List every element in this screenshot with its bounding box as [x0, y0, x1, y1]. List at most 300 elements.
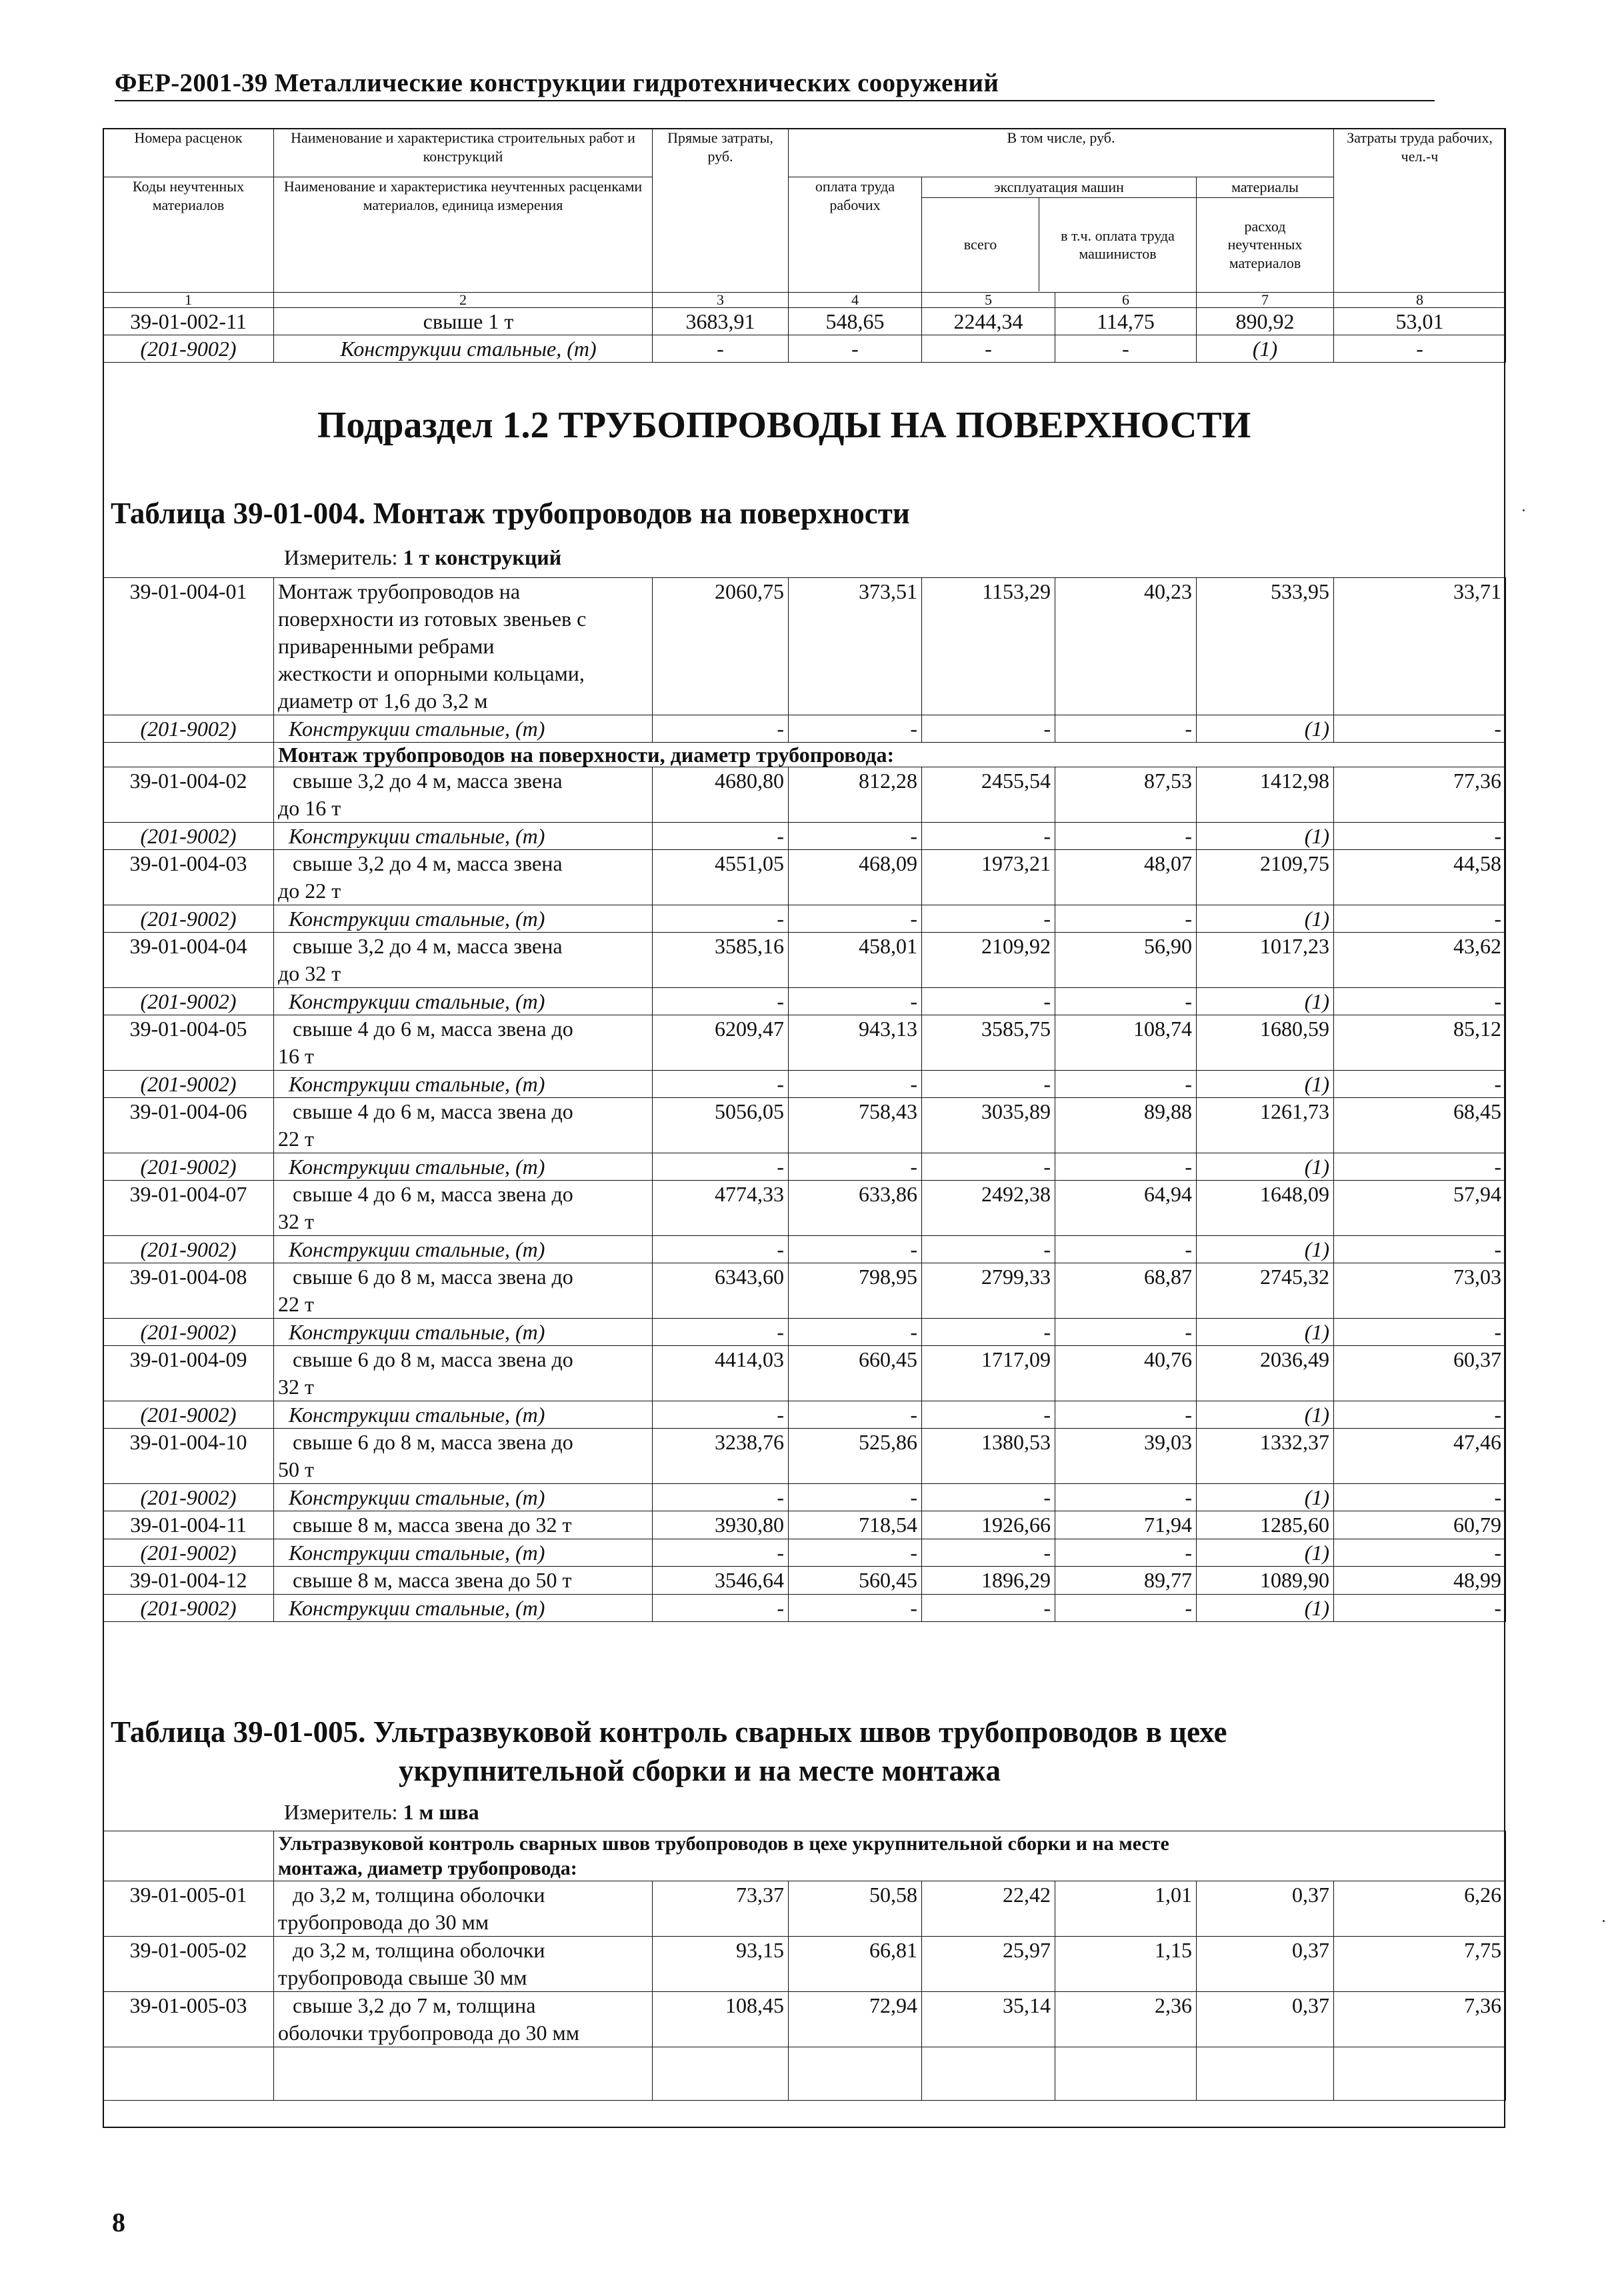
header-machines-block	[922, 177, 1197, 293]
value-cell: 548,65	[789, 308, 922, 335]
value-cell: 73,03	[1334, 1263, 1506, 1319]
value-cell: 72,94	[789, 1992, 922, 2047]
value-cell: 1680,59	[1197, 1015, 1334, 1071]
header-name-top: Наименование и характеристика строительных работ и конструкций	[274, 129, 653, 177]
rate-name-line: оболочки трубопровода до 30 мм	[278, 2021, 579, 2045]
value-cell: 44,58	[1334, 850, 1506, 905]
value-cell: 6,26	[1334, 1881, 1506, 1937]
material-name: Конструкции стальные, (т)	[274, 1153, 653, 1181]
material-code: (201-9002)	[103, 1401, 274, 1429]
value-cell: 2244,34	[922, 308, 1055, 335]
rate-name: свыше 1 т	[274, 308, 653, 335]
rate-code: 39-01-004-09	[103, 1346, 274, 1401]
header-group-rub: В том числе, руб.	[789, 129, 1334, 177]
material-code: (201-9002)	[103, 1236, 274, 1263]
value-cell: -	[789, 1236, 922, 1263]
rate-name-line: свыше 6 до 8 м, масса звена до	[293, 1430, 573, 1454]
value-cell: -	[922, 823, 1055, 850]
value-cell: 1,01	[1055, 1881, 1197, 1937]
value-cell: -	[1334, 1484, 1506, 1511]
value-cell: -	[1334, 988, 1506, 1015]
running-header: ФЕР-2001-39 Металлические конструкции гидротехнических сооружений	[115, 68, 1435, 101]
value-cell: 40,76	[1055, 1346, 1197, 1401]
rate-name	[274, 1429, 653, 1484]
rate-code: 39-01-004-05	[103, 1015, 274, 1071]
rate-name	[274, 1937, 653, 1992]
value-cell: -	[1055, 1236, 1197, 1263]
empty-cell	[1334, 2047, 1506, 2101]
rate-name-line: свыше 4 до 6 м, масса звена до	[293, 1017, 573, 1041]
value-cell: -	[653, 1153, 789, 1181]
value-cell: -	[653, 1071, 789, 1098]
rate-name	[274, 1881, 653, 1937]
value-cell: (1)	[1197, 823, 1334, 850]
value-cell: 71,94	[1055, 1511, 1197, 1539]
value-cell: 458,01	[789, 933, 922, 988]
rate-code: 39-01-004-04	[103, 933, 274, 988]
material-name: Конструкции стальные, (т)	[274, 335, 653, 363]
table-004-title: Таблица 39-01-004. Монтаж трубопроводов на поверхности	[111, 497, 910, 530]
value-cell: 812,28	[789, 767, 922, 823]
value-cell: 2,36	[1055, 1992, 1197, 2047]
value-cell: -	[922, 1484, 1055, 1511]
value-cell: 758,43	[789, 1098, 922, 1153]
rate-name-line: свыше 6 до 8 м, масса звена до	[293, 1347, 573, 1371]
value-cell: -	[653, 1236, 789, 1263]
value-cell: -	[789, 1401, 922, 1429]
value-cell: 68,45	[1334, 1098, 1506, 1153]
rate-name	[274, 578, 653, 715]
meter-value: 1 м шва	[403, 1800, 479, 1824]
material-code: (201-9002)	[103, 1319, 274, 1346]
value-cell: 1332,37	[1197, 1429, 1334, 1484]
value-cell: 6209,47	[653, 1015, 789, 1071]
material-code: (201-9002)	[103, 1153, 274, 1181]
value-cell: -	[1334, 715, 1506, 743]
header-materials-block	[1197, 177, 1334, 293]
value-cell: (1)	[1197, 1484, 1334, 1511]
rate-code: 39-01-004-11	[103, 1511, 274, 1539]
value-cell: 560,45	[789, 1567, 922, 1595]
header-unaccounted-materials: расход неучтенных материалов	[1227, 217, 1303, 271]
value-cell: (1)	[1197, 335, 1334, 363]
value-cell: 33,71	[1334, 578, 1506, 715]
value-cell: 3930,80	[653, 1511, 789, 1539]
value-cell: 2060,75	[653, 578, 789, 715]
rate-name	[274, 1181, 653, 1236]
material-name: Конструкции стальные, (т)	[274, 1539, 653, 1567]
value-cell: 2745,32	[1197, 1263, 1334, 1319]
value-cell: -	[653, 715, 789, 743]
value-cell: -	[653, 1484, 789, 1511]
table-005-title-line1: Таблица 39-01-005. Ультразвуковой контроль сварных швов трубопроводов в цехе	[111, 1715, 1227, 1749]
table-005	[103, 1831, 1506, 2101]
value-cell: 525,86	[789, 1429, 922, 1484]
empty-cell	[922, 2047, 1055, 2101]
meter-label: Измеритель:	[284, 545, 403, 569]
value-cell: -	[1055, 823, 1197, 850]
value-cell: 7,36	[1334, 1992, 1506, 2047]
rate-code: 39-01-004-07	[103, 1181, 274, 1236]
material-code: (201-9002)	[103, 335, 274, 363]
group-heading	[274, 1831, 1506, 1881]
value-cell: -	[1334, 1401, 1506, 1429]
table-004	[103, 577, 1506, 1622]
value-cell: -	[789, 1595, 922, 1622]
value-cell: 2036,49	[1197, 1346, 1334, 1401]
table-005-title-line2: укрупнительной сборки и на месте монтажа	[399, 1754, 1001, 1787]
material-code: (201-9002)	[103, 823, 274, 850]
rate-name-line: свыше 6 до 8 м, масса звена до	[293, 1265, 573, 1289]
value-cell: -	[653, 988, 789, 1015]
rate-name-line: 32 т	[278, 1209, 314, 1233]
value-cell: -	[1055, 988, 1197, 1015]
value-cell: (1)	[1197, 715, 1334, 743]
value-cell: (1)	[1197, 1236, 1334, 1263]
material-name: Конструкции стальные, (т)	[274, 1484, 653, 1511]
value-cell: 4774,33	[653, 1181, 789, 1236]
material-name: Конструкции стальные, (т)	[274, 1401, 653, 1429]
value-cell: 47,46	[1334, 1429, 1506, 1484]
rate-name-line: трубопровода до 30 мм	[278, 1910, 489, 1934]
value-cell: 48,07	[1055, 850, 1197, 905]
meter-label: Измеритель:	[284, 1800, 403, 1824]
value-cell: 1261,73	[1197, 1098, 1334, 1153]
value-cell: (1)	[1197, 1539, 1334, 1567]
rate-name-line: свыше 3,2 до 7 м, толщина	[293, 1993, 536, 2017]
rate-name-line: свыше 3,2 до 4 м, масса звена	[293, 769, 563, 793]
material-code: (201-9002)	[103, 988, 274, 1015]
rate-name-line: 32 т	[278, 1375, 314, 1399]
rate-code	[103, 578, 274, 715]
value-cell: 93,15	[653, 1937, 789, 1992]
value-cell: 1285,60	[1197, 1511, 1334, 1539]
col-number: 3	[653, 293, 789, 308]
value-cell: -	[653, 1319, 789, 1346]
value-cell: -	[1334, 1071, 1506, 1098]
rate-name	[274, 1992, 653, 2047]
header-codes-top: Номера расценок	[103, 129, 274, 177]
value-cell: 57,94	[1334, 1181, 1506, 1236]
value-cell: -	[1055, 1539, 1197, 1567]
value-cell: -	[789, 1484, 922, 1511]
value-cell: 3546,64	[653, 1567, 789, 1595]
value-cell: 66,81	[789, 1937, 922, 1992]
value-cell: -	[1334, 1319, 1506, 1346]
value-cell: -	[653, 1539, 789, 1567]
value-cell: 3585,75	[922, 1015, 1055, 1071]
group-heading-line: Ультразвуковой контроль сварных швов трубопроводов в цехе укрупнительной сборки и на месте	[278, 1833, 1169, 1855]
empty-cell	[1197, 2047, 1334, 2101]
empty-cell	[653, 2047, 789, 2101]
empty-cell	[274, 2047, 653, 2101]
col-number: 2	[274, 293, 653, 308]
value-cell: 22,42	[922, 1881, 1055, 1937]
value-cell: 85,12	[1334, 1015, 1506, 1071]
value-cell: 4680,80	[653, 767, 789, 823]
value-cell: -	[653, 905, 789, 933]
value-cell: 5056,05	[653, 1098, 789, 1153]
header-labor-hours: Затраты труда рабочих, чел.-ч	[1334, 129, 1506, 293]
value-cell: -	[789, 905, 922, 933]
value-cell: -	[922, 1071, 1055, 1098]
value-cell: 56,90	[1055, 933, 1197, 988]
header-name-bottom: Наименование и характеристика неучтенных расценками материалов, единица измерения	[274, 177, 653, 293]
value-cell: 108,74	[1055, 1015, 1197, 1071]
rate-name-line: свыше 3,2 до 4 м, масса звена	[293, 934, 563, 958]
rate-code: 39-01-005-02	[103, 1937, 274, 1992]
value-cell: 2492,38	[922, 1181, 1055, 1236]
value-cell: (1)	[1197, 1071, 1334, 1098]
value-cell: -	[653, 335, 789, 363]
rate-name-line: жесткости и опорными кольцами,	[278, 661, 585, 685]
value-cell: -	[789, 988, 922, 1015]
value-cell: 0,37	[1197, 1992, 1334, 2047]
value-cell: -	[922, 1401, 1055, 1429]
scan-speck	[1523, 509, 1525, 511]
material-name: Конструкции стальные, (т)	[274, 715, 653, 743]
value-cell: -	[922, 1236, 1055, 1263]
meter-value: 1 т конструкций	[403, 545, 562, 569]
header-machinists-wages: в т.ч. оплата труда машинистов	[1061, 227, 1175, 262]
rate-name-line: диаметр от 1,6 до 3,2 м	[278, 689, 488, 713]
rate-name-line: свыше 4 до 6 м, масса звена до	[293, 1182, 573, 1206]
value-cell: 53,01	[1334, 308, 1506, 335]
material-name: Конструкции стальные, (т)	[274, 1319, 653, 1346]
rate-name-line: до 22 т	[278, 879, 341, 903]
material-name: Конструкции стальные, (т)	[274, 905, 653, 933]
group-heading-line: монтажа, диаметр трубопровода:	[278, 1857, 577, 1879]
rate-name-line: 22 т	[278, 1292, 314, 1316]
value-cell: 2109,75	[1197, 850, 1334, 905]
value-cell: 2455,54	[922, 767, 1055, 823]
col-number: 8	[1334, 293, 1506, 308]
material-code: (201-9002)	[103, 715, 274, 743]
value-cell: (1)	[1197, 988, 1334, 1015]
value-cell: -	[789, 335, 922, 363]
table-005-meter	[284, 1800, 479, 1825]
value-cell: (1)	[1197, 905, 1334, 933]
value-cell: -	[653, 1401, 789, 1429]
group-heading: Монтаж трубопроводов на поверхности, диаметр трубопровода:	[274, 743, 1506, 767]
value-cell: 2799,33	[922, 1263, 1055, 1319]
value-cell: 4551,05	[653, 850, 789, 905]
rate-name-line: свыше 8 м, масса звена до 32 т	[293, 1513, 572, 1537]
empty-cell	[103, 2047, 274, 2101]
value-cell: -	[789, 823, 922, 850]
value-cell: -	[1055, 1153, 1197, 1181]
material-name: Конструкции стальные, (т)	[274, 1236, 653, 1263]
value-cell: 633,86	[789, 1181, 922, 1236]
value-cell: -	[1334, 335, 1506, 363]
value-cell: -	[922, 988, 1055, 1015]
value-cell: (1)	[1197, 1401, 1334, 1429]
value-cell: 50,58	[789, 1881, 922, 1937]
value-cell: 1973,21	[922, 850, 1055, 905]
header-machines-total: всего	[922, 198, 1039, 291]
value-cell: 114,75	[1055, 308, 1197, 335]
header-wages: оплата труда рабочих	[789, 177, 922, 293]
value-cell: -	[1334, 1236, 1506, 1263]
material-name: Конструкции стальные, (т)	[274, 823, 653, 850]
header-materials: материалы	[1197, 177, 1333, 198]
value-cell: -	[922, 1595, 1055, 1622]
rate-name-line: Монтаж трубопроводов на	[278, 579, 521, 603]
value-cell: -	[1334, 1153, 1506, 1181]
value-cell: 3683,91	[653, 308, 789, 335]
rate-name-line: 50 т	[278, 1457, 314, 1481]
rate-code: 39-01-002-11	[103, 308, 274, 335]
col-number: 4	[789, 293, 922, 308]
material-code: (201-9002)	[103, 905, 274, 933]
value-cell: 1412,98	[1197, 767, 1334, 823]
value-cell: 1,15	[1055, 1937, 1197, 1992]
value-cell: 48,99	[1334, 1567, 1506, 1595]
value-cell: 40,23	[1055, 578, 1197, 715]
rate-name-line: до 3,2 м, толщина оболочки	[293, 1938, 545, 1962]
col-number: 7	[1197, 293, 1334, 308]
value-cell: 1017,23	[1197, 933, 1334, 988]
header-direct-costs: Прямые затраты, руб.	[653, 129, 789, 293]
value-cell: -	[922, 715, 1055, 743]
value-cell: -	[1055, 1319, 1197, 1346]
value-cell: 77,36	[1334, 767, 1506, 823]
rate-name	[274, 1346, 653, 1401]
value-cell: 64,94	[1055, 1181, 1197, 1236]
value-cell: 0,37	[1197, 1881, 1334, 1937]
subsection-heading: Подраздел 1.2 ТРУБОПРОВОДЫ НА ПОВЕРХНОСТИ	[317, 405, 1251, 446]
value-cell: -	[922, 335, 1055, 363]
rate-name-line: поверхности из готовых звеньев с	[278, 607, 587, 631]
value-cell: -	[789, 1153, 922, 1181]
rate-name-line: до 16 т	[278, 796, 341, 820]
value-cell: -	[1334, 1595, 1506, 1622]
value-cell: 89,77	[1055, 1567, 1197, 1595]
value-cell: -	[1055, 715, 1197, 743]
rate-code: 39-01-004-02	[103, 767, 274, 823]
spacer-cell	[103, 743, 274, 767]
value-cell: 718,54	[789, 1511, 922, 1539]
value-cell: 1648,09	[1197, 1181, 1334, 1236]
value-cell: 25,97	[922, 1937, 1055, 1992]
empty-cell	[1055, 2047, 1197, 2101]
header-machines: эксплуатация машин	[922, 177, 1196, 198]
rate-name-line: 16 т	[278, 1044, 314, 1068]
value-cell: -	[922, 905, 1055, 933]
table-004-meter	[284, 545, 561, 570]
value-cell: -	[922, 1153, 1055, 1181]
rate-name-line: свыше 4 до 6 м, масса звена до	[293, 1099, 573, 1123]
rate-code: 39-01-004-06	[103, 1098, 274, 1153]
value-cell: -	[1055, 1401, 1197, 1429]
rate-name	[274, 1263, 653, 1319]
value-cell: 3238,76	[653, 1429, 789, 1484]
value-cell: 4414,03	[653, 1346, 789, 1401]
value-cell: 533,95	[1197, 578, 1334, 715]
value-cell: (1)	[1197, 1153, 1334, 1181]
value-cell: 1896,29	[922, 1567, 1055, 1595]
value-cell: -	[1334, 1539, 1506, 1567]
value-cell: 3035,89	[922, 1098, 1055, 1153]
col-number: 5	[922, 293, 1055, 308]
value-cell: -	[789, 1319, 922, 1346]
material-code: (201-9002)	[103, 1071, 274, 1098]
value-cell: 35,14	[922, 1992, 1055, 2047]
material-name: Конструкции стальные, (т)	[274, 988, 653, 1015]
rate-name-line: до 32 т	[278, 961, 341, 985]
value-cell: 0,37	[1197, 1937, 1334, 1992]
rate-name-line: свыше 3,2 до 4 м, масса звена	[293, 851, 563, 875]
value-cell: -	[789, 715, 922, 743]
empty-cell	[789, 2047, 922, 2101]
rate-name-line: трубопровода свыше 30 мм	[278, 1965, 527, 1989]
rate-name	[274, 1015, 653, 1071]
value-cell: 1717,09	[922, 1346, 1055, 1401]
rate-code: 39-01-004-03	[103, 850, 274, 905]
value-cell: 1380,53	[922, 1429, 1055, 1484]
rate-code: 39-01-004-10	[103, 1429, 274, 1484]
value-cell: (1)	[1197, 1319, 1334, 1346]
column-header-table	[103, 128, 1506, 363]
rate-name	[274, 767, 653, 823]
spacer-cell	[103, 1831, 274, 1881]
value-cell: -	[1055, 905, 1197, 933]
value-cell: -	[1055, 1484, 1197, 1511]
value-cell: 108,45	[653, 1992, 789, 2047]
value-cell: -	[1055, 1071, 1197, 1098]
value-cell: 373,51	[789, 578, 922, 715]
value-cell: 6343,60	[653, 1263, 789, 1319]
material-name: Конструкции стальные, (т)	[274, 1595, 653, 1622]
value-cell: 7,75	[1334, 1937, 1506, 1992]
value-cell: -	[653, 823, 789, 850]
rate-name	[274, 933, 653, 988]
value-cell: -	[1055, 1595, 1197, 1622]
value-cell: 890,92	[1197, 308, 1334, 335]
value-cell: -	[1055, 335, 1197, 363]
value-cell: 60,79	[1334, 1511, 1506, 1539]
rate-name-line: свыше 8 м, масса звена до 50 т	[293, 1568, 572, 1592]
scan-speck	[1603, 1920, 1605, 1922]
col-number: 1	[103, 293, 274, 308]
value-cell: 943,13	[789, 1015, 922, 1071]
rate-code-text: 39-01-004-01	[129, 579, 247, 603]
material-code: (201-9002)	[103, 1539, 274, 1567]
value-cell: 798,95	[789, 1263, 922, 1319]
rate-code: 39-01-004-12	[103, 1567, 274, 1595]
material-name: Конструкции стальные, (т)	[274, 1071, 653, 1098]
value-cell: -	[1334, 905, 1506, 933]
value-cell: 1153,29	[922, 578, 1055, 715]
value-cell: 1089,90	[1197, 1567, 1334, 1595]
col-number: 6	[1055, 293, 1197, 308]
value-cell: 39,03	[1055, 1429, 1197, 1484]
rate-code: 39-01-005-03	[103, 1992, 274, 2047]
value-cell: 68,87	[1055, 1263, 1197, 1319]
value-cell: 73,37	[653, 1881, 789, 1937]
value-cell: 60,37	[1334, 1346, 1506, 1401]
value-cell: -	[1334, 823, 1506, 850]
rate-name-line: 22 т	[278, 1127, 314, 1151]
value-cell: 89,88	[1055, 1098, 1197, 1153]
value-cell: 43,62	[1334, 933, 1506, 988]
value-cell: 660,45	[789, 1346, 922, 1401]
value-cell: (1)	[1197, 1595, 1334, 1622]
rate-name	[274, 1567, 653, 1595]
value-cell: 1926,66	[922, 1511, 1055, 1539]
value-cell: -	[789, 1071, 922, 1098]
value-cell: -	[922, 1319, 1055, 1346]
